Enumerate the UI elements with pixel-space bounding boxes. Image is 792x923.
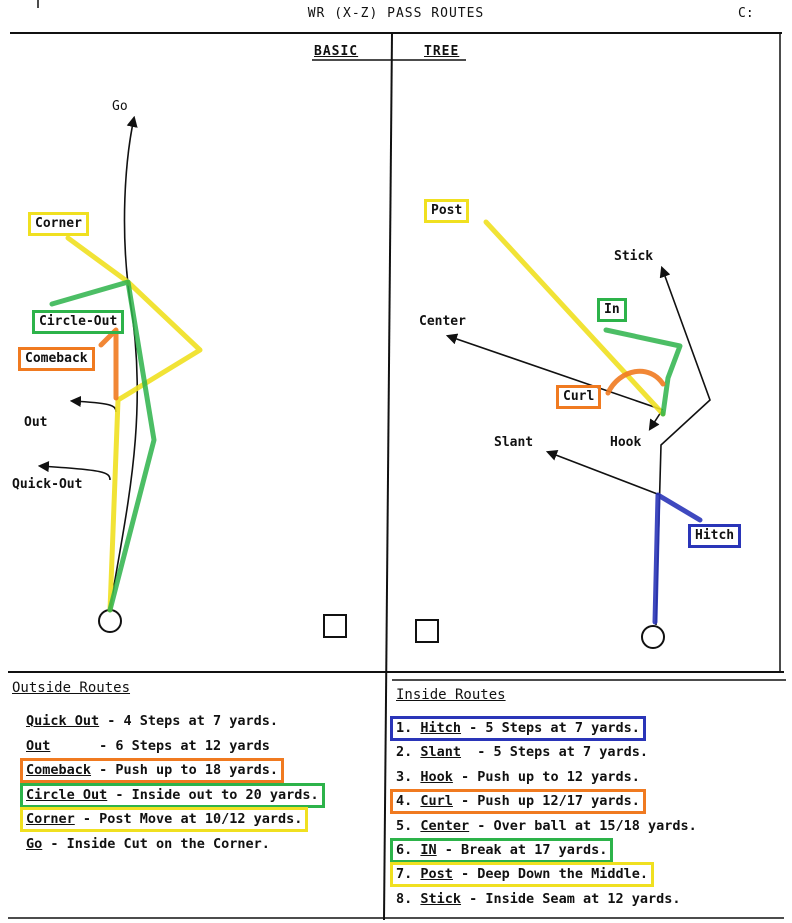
label-center: Center (419, 314, 466, 329)
route-description: - 6 Steps at 12 yards (50, 737, 270, 754)
route-description: - Push up to 18 yards. (91, 762, 278, 778)
route-description: - Push up to 12 yards. (452, 768, 640, 785)
route-legend-item (20, 807, 308, 832)
label-quick-out: Quick-Out (12, 477, 83, 492)
route-legend-item (390, 740, 654, 765)
route-legend-item (390, 789, 646, 814)
page-mark: C: (738, 6, 754, 21)
route-description: - Deep Down the Middle. (452, 866, 648, 883)
route-description: - Push up 12/17 yards. (452, 793, 640, 810)
lineman-square-left (324, 615, 346, 637)
label-out: Out (24, 415, 48, 430)
route-number: 8. (396, 890, 421, 907)
route-name: Circle Out (26, 786, 108, 803)
route-legend-item (20, 758, 284, 783)
route-legend-item (20, 734, 276, 759)
route-out-line (72, 401, 116, 412)
route-hitch-highlight (655, 495, 700, 622)
route-name: Quick Out (26, 713, 100, 729)
route-stick-line (656, 268, 710, 625)
basic-highlight-routes (52, 238, 200, 610)
route-legend-item (390, 862, 654, 887)
route-number: 7. (396, 866, 421, 883)
column-header-basic: BASIC (314, 44, 359, 59)
route-number: 1. (396, 720, 421, 736)
route-hook-line (650, 412, 661, 429)
label-in: In (597, 298, 627, 322)
receiver-right-circle (642, 626, 664, 648)
route-description: - Break at 17 yards. (436, 842, 608, 858)
route-name: Go (26, 835, 43, 852)
route-description: - Post Move at 10/12 yards. (74, 811, 303, 827)
inside-routes-title: Inside Routes (396, 687, 506, 703)
label-go: Go (112, 99, 128, 114)
route-description: - Inside out to 20 yards. (107, 786, 319, 803)
route-name: Curl (420, 793, 453, 810)
route-legend-item (390, 716, 646, 741)
route-name: Stick (420, 890, 462, 907)
route-name: Corner (26, 811, 75, 827)
label-comeback: Comeback (18, 347, 95, 371)
route-description: - 5 Steps at 7 yards. (461, 744, 648, 761)
label-slant: Slant (494, 435, 534, 450)
lineman-square-right (416, 620, 438, 642)
receiver-left-circle (99, 610, 121, 632)
route-slant-line (548, 452, 660, 495)
route-number: 4. (396, 793, 421, 810)
route-name: Out (26, 737, 51, 754)
route-name: Center (420, 817, 470, 834)
route-name: Comeback (26, 762, 92, 778)
route-legend-item (390, 887, 686, 912)
route-name: IN (420, 842, 437, 858)
route-name: Hook (420, 768, 453, 785)
route-number: 5. (396, 817, 421, 834)
route-legend-item (390, 765, 646, 790)
route-legend-item (20, 783, 325, 808)
route-legend-item (390, 814, 703, 839)
label-post: Post (424, 199, 469, 223)
route-number: 6. (396, 842, 421, 858)
route-name: Post (420, 866, 453, 883)
route-legend-item (20, 709, 284, 734)
route-number: 2. (396, 744, 421, 761)
route-name: Slant (420, 744, 462, 761)
route-name: Hitch (420, 720, 462, 736)
route-description: - 4 Steps at 7 yards. (99, 713, 278, 729)
label-stick: Stick (614, 249, 654, 264)
label-hitch: Hitch (688, 524, 741, 548)
route-description: - Inside Seam at 12 yards. (461, 890, 681, 907)
route-description: - 5 Steps at 7 yards. (461, 720, 640, 736)
page-title: WR (X-Z) PASS ROUTES (307, 6, 485, 21)
route-description: - Over ball at 15/18 yards. (469, 817, 697, 834)
outside-routes-title: Outside Routes (12, 680, 131, 696)
route-description: - Inside Cut on the Corner. (42, 835, 270, 852)
route-number: 3. (396, 768, 421, 785)
label-hook: Hook (610, 435, 642, 450)
label-curl: Curl (556, 385, 601, 409)
route-comeback-highlight (101, 330, 116, 398)
route-legend-item (390, 838, 613, 863)
label-circle-out: Circle-Out (32, 310, 124, 334)
label-corner: Corner (28, 212, 89, 236)
column-header-tree: TREE (424, 44, 460, 59)
route-legend-item (20, 832, 276, 857)
